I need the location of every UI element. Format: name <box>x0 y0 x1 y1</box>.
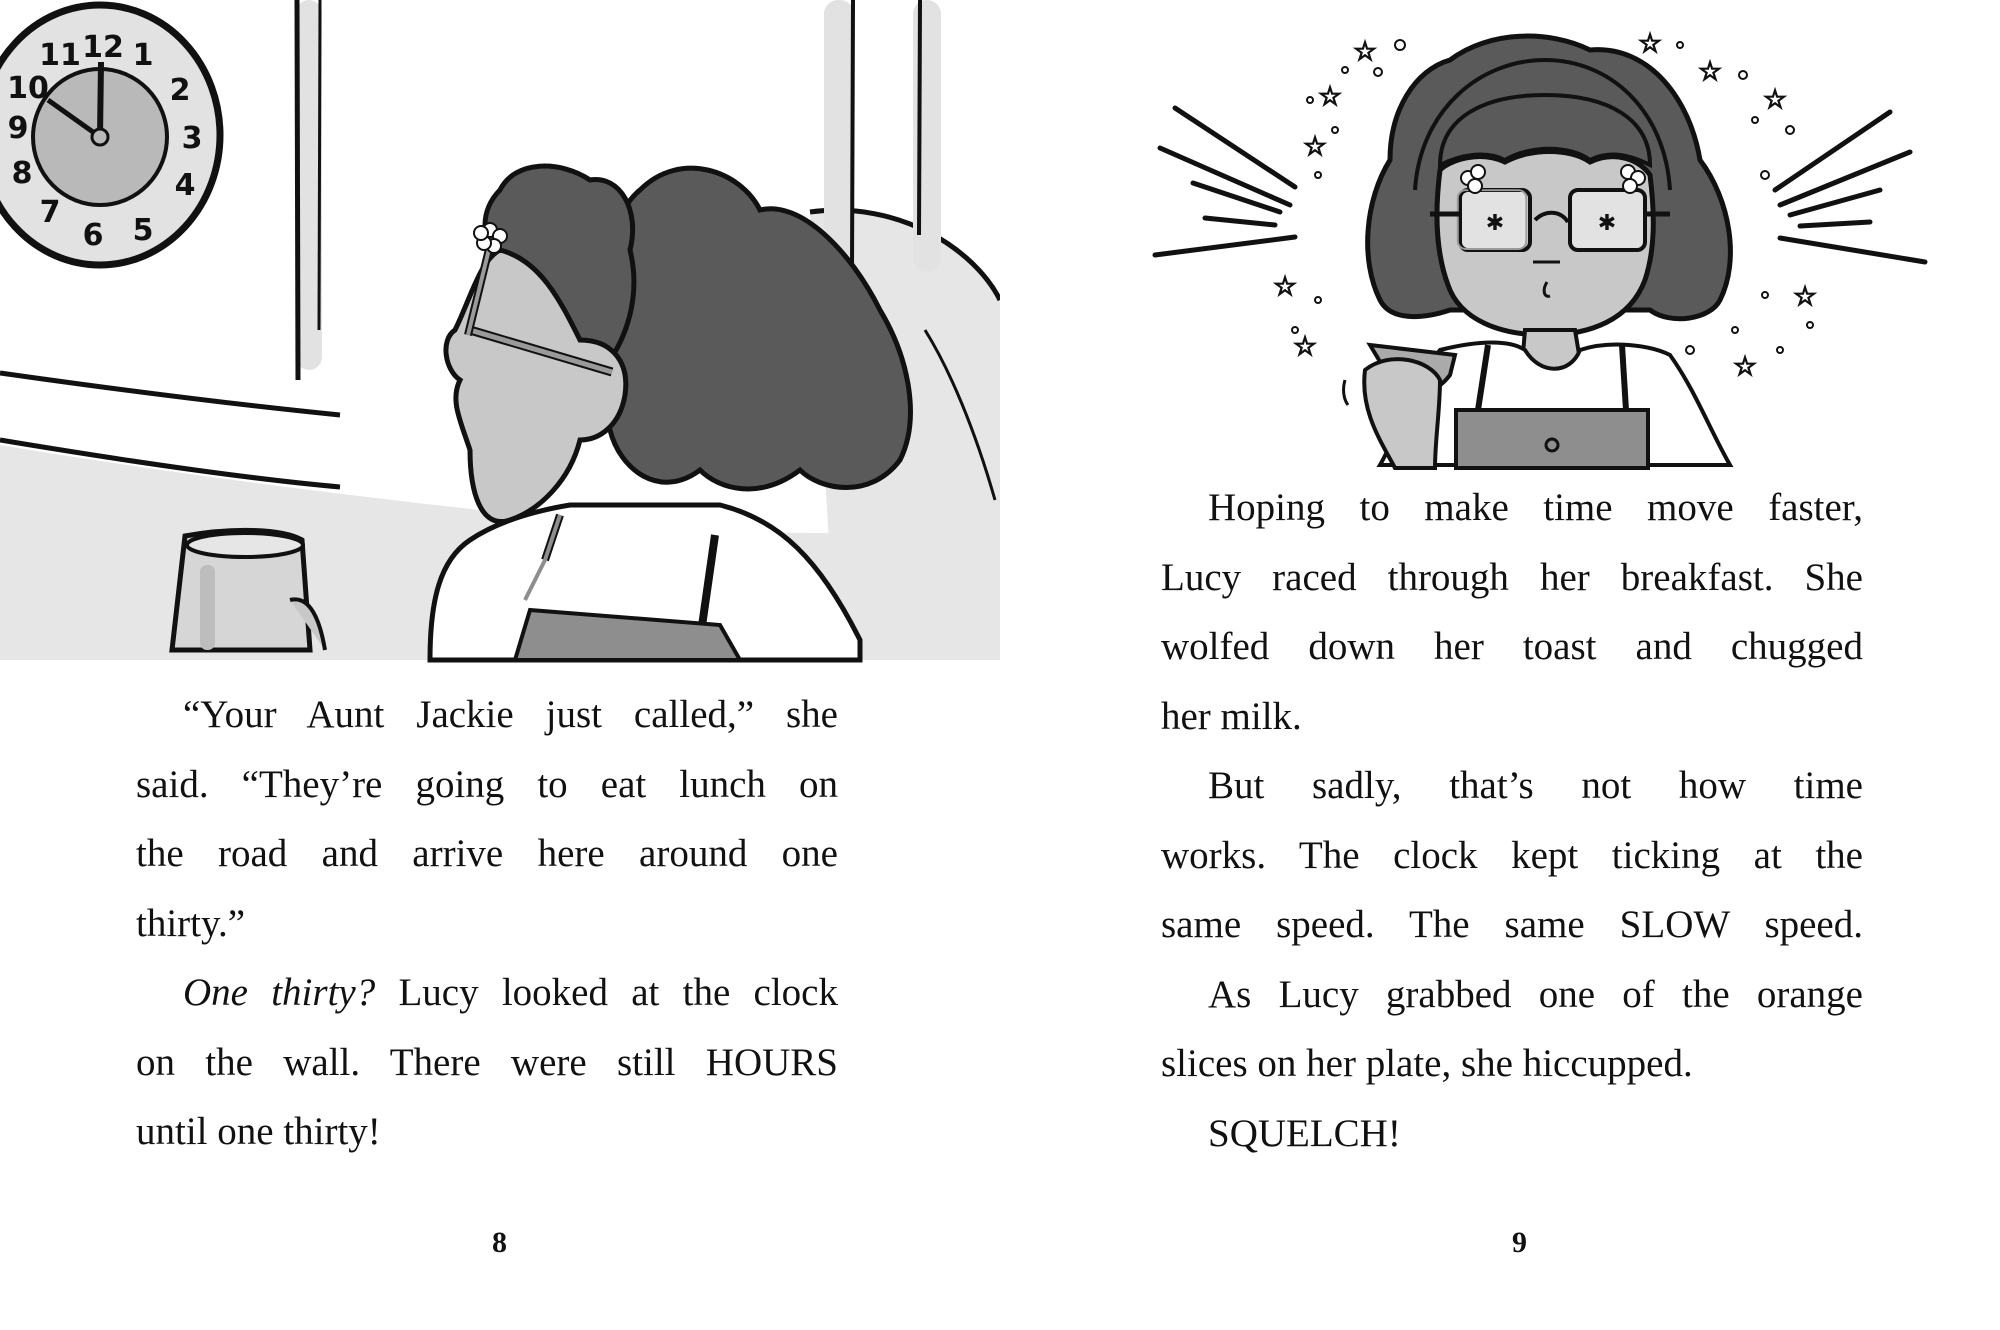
svg-text:☆: ☆ <box>1638 29 1662 59</box>
svg-text:1: 1 <box>132 38 154 73</box>
svg-text:☆: ☆ <box>1293 332 1317 362</box>
svg-text:10: 10 <box>7 71 49 106</box>
text-line: said. “They’re going to eat lunch on <box>136 762 838 806</box>
svg-text:☆: ☆ <box>1318 82 1342 112</box>
svg-text:11: 11 <box>39 38 81 73</box>
svg-text:☆: ☆ <box>1763 85 1787 115</box>
svg-text:5: 5 <box>132 213 154 248</box>
lucy-looking-at-clock-illustration <box>0 0 1000 665</box>
svg-text:☆: ☆ <box>1733 352 1757 382</box>
svg-text:4: 4 <box>174 168 196 203</box>
right-illustration <box>1150 0 1960 470</box>
emphasis-lines-right <box>1775 112 1925 262</box>
svg-text:✱: ✱ <box>1485 211 1505 236</box>
text-line-italic-lead <box>136 958 838 1028</box>
left-illustration <box>0 0 1000 665</box>
text-line: works. The clock kept ticking at the <box>1161 833 1863 877</box>
text-line: on the wall. There were still HOURS <box>136 1040 838 1084</box>
wall-clock <box>0 5 220 265</box>
text-line: As Lucy grabbed one of the orange <box>1208 972 1863 1016</box>
text-line: But sadly, that’s not how time <box>1208 764 1863 807</box>
italic-thought: One thirty? <box>183 971 376 1014</box>
svg-text:6: 6 <box>82 218 104 253</box>
svg-text:☆: ☆ <box>1303 132 1327 162</box>
text-line: wolfed down her toast and chugged <box>1161 625 1863 668</box>
svg-text:7: 7 <box>39 195 61 230</box>
svg-text:☆: ☆ <box>1698 57 1722 87</box>
svg-text:☆: ☆ <box>1273 272 1297 302</box>
text-line: slices on her plate, she hiccupped. <box>1161 1042 1693 1085</box>
right-page-text <box>1161 473 1863 1168</box>
svg-text:2: 2 <box>169 73 191 108</box>
text-line: thirty.” <box>136 901 246 945</box>
text-line: until one thirty! <box>136 1110 381 1153</box>
text-line: Lucy raced through her breakfast. She <box>1161 555 1863 599</box>
text-line: the road and arrive here around one <box>136 832 838 875</box>
page-number-left: 8 <box>492 1226 507 1259</box>
text-line: “Your Aunt Jackie just called,” she <box>183 693 838 736</box>
svg-text:12: 12 <box>82 30 124 65</box>
svg-text:3: 3 <box>181 121 203 156</box>
svg-text:☆: ☆ <box>1353 37 1377 67</box>
text-run: Lucy looked at the clock <box>375 971 838 1014</box>
text-line: same speed. The same SLOW speed. <box>1161 903 1863 946</box>
svg-text:8: 8 <box>11 156 33 191</box>
svg-text:9: 9 <box>7 111 29 146</box>
page-number-right: 9 <box>1512 1226 1527 1259</box>
text-line: Hoping to make time move faster, <box>1208 486 1863 529</box>
svg-text:☆: ☆ <box>1793 282 1817 312</box>
glass-of-milk <box>172 530 325 650</box>
text-line-sound-effect: SQUELCH! <box>1208 1111 1401 1155</box>
emphasis-lines-left <box>1155 108 1295 255</box>
text-line: her milk. <box>1161 694 1302 738</box>
lucy-surprised-illustration <box>1150 0 1960 470</box>
svg-text:✱: ✱ <box>1597 211 1617 236</box>
left-page-text <box>136 680 838 1167</box>
